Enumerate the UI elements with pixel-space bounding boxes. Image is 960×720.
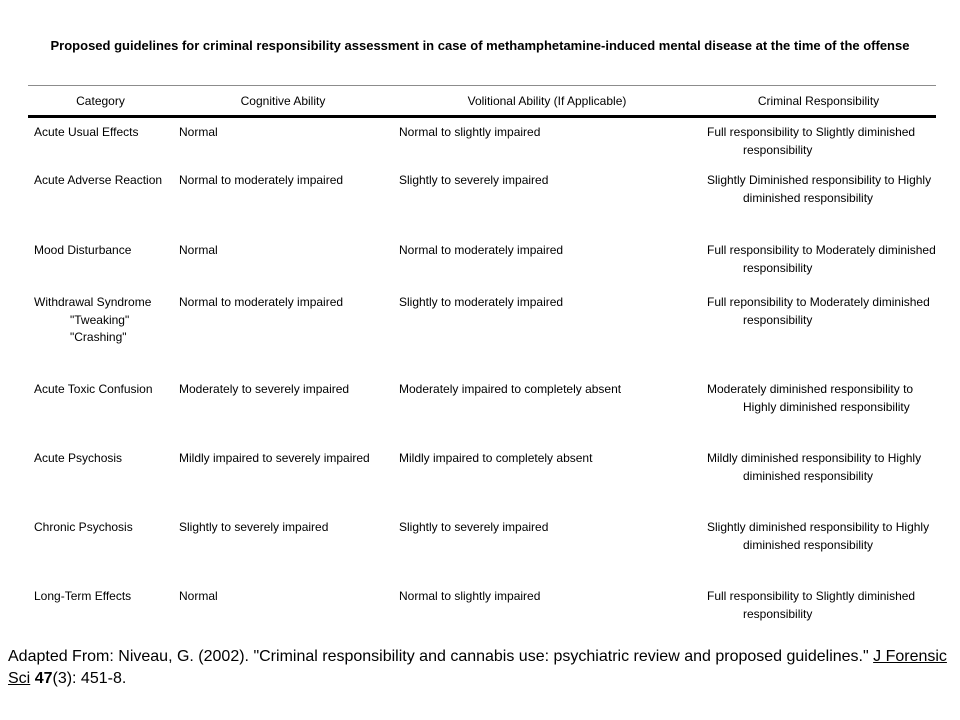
table-row [28,294,936,381]
volitional-cell: Mildly impaired to completely absent [399,451,593,465]
responsibility-cell: Full responsibility to Moderately diminished responsibility [707,243,936,275]
volitional-cell: Moderately impaired to completely absent [399,382,622,396]
cognitive-cell: Moderately to severely impaired [179,382,350,396]
cognitive-cell: Normal [179,125,218,139]
citation-text: Adapted From: Niveau, G. (2002). "Criminal responsibility and cannabis use: psychiatric review and proposed guidelines." [8,648,874,665]
table-row [28,118,936,172]
column-header-volitional: Volitional Ability (If Applicable) [467,93,627,108]
cognitive-cell: Slightly to severely impaired [179,520,329,534]
volitional-cell: Slightly to severely impaired [399,520,549,534]
citation-issue-pages: (3): 451-8. [52,670,127,687]
volitional-cell: Slightly to severely impaired [399,173,549,187]
category-cell: Long-Term Effects [34,589,132,603]
cognitive-cell: Normal [179,589,218,603]
responsibility-cell: Slightly Diminished responsibility to Highly diminished responsibility [707,173,932,205]
category-cell: Mood Disturbance [34,243,132,257]
volitional-cell: Normal to moderately impaired [399,243,564,257]
responsibility-cell: Full reponsibility to Moderately diminished responsibility [707,295,930,327]
citation-footer [8,646,948,690]
category-cell: Withdrawal Syndrome "Tweaking" "Crashing" [34,295,152,344]
responsibility-cell: Slightly diminished responsibility to Highly diminished responsibility [707,520,930,552]
citation-volume: 47 [34,670,53,687]
volitional-cell: Normal to slightly impaired [399,589,541,603]
cognitive-cell: Normal to moderately impaired [179,173,344,187]
volitional-cell: Slightly to moderately impaired [399,295,564,309]
category-cell: Chronic Psychosis [34,520,133,534]
category-cell: Acute Adverse Reaction [34,173,163,187]
column-header-responsibility: Criminal Responsibility [757,93,880,108]
volitional-cell: Normal to slightly impaired [399,125,541,139]
cognitive-cell: Normal to moderately impaired [179,295,344,309]
table-row [28,450,936,519]
table-row [28,588,936,632]
responsibility-cell: Full responsibility to Slightly diminished responsibility [707,125,916,157]
category-cell: Acute Toxic Confusion [34,382,153,396]
responsibility-cell: Mildly diminished responsibility to Highly diminished responsibility [707,451,922,483]
column-header-cognitive: Cognitive Ability [240,93,326,108]
cognitive-cell: Normal [179,243,218,257]
table-row [28,172,936,242]
journal-link[interactable]: J Forensic Sci [8,648,947,687]
cognitive-cell: Mildly impaired to severely impaired [179,451,370,465]
category-cell: Acute Usual Effects [34,125,139,139]
guidelines-table [28,85,936,632]
responsibility-cell: Moderately diminished responsibility to Highly diminished responsibility [707,382,914,414]
column-header-category: Category [76,93,125,108]
table-title: Proposed guidelines for criminal responsibility assessment in case of methamphetamine-induced mental disease at the time of the offense [50,38,910,53]
table-row [28,242,936,294]
responsibility-cell: Full responsibility to Slightly diminished responsibility [707,589,916,621]
table-row [28,381,936,450]
table-header-row [28,86,936,118]
table-row [28,519,936,588]
category-cell: Acute Psychosis [34,451,123,465]
